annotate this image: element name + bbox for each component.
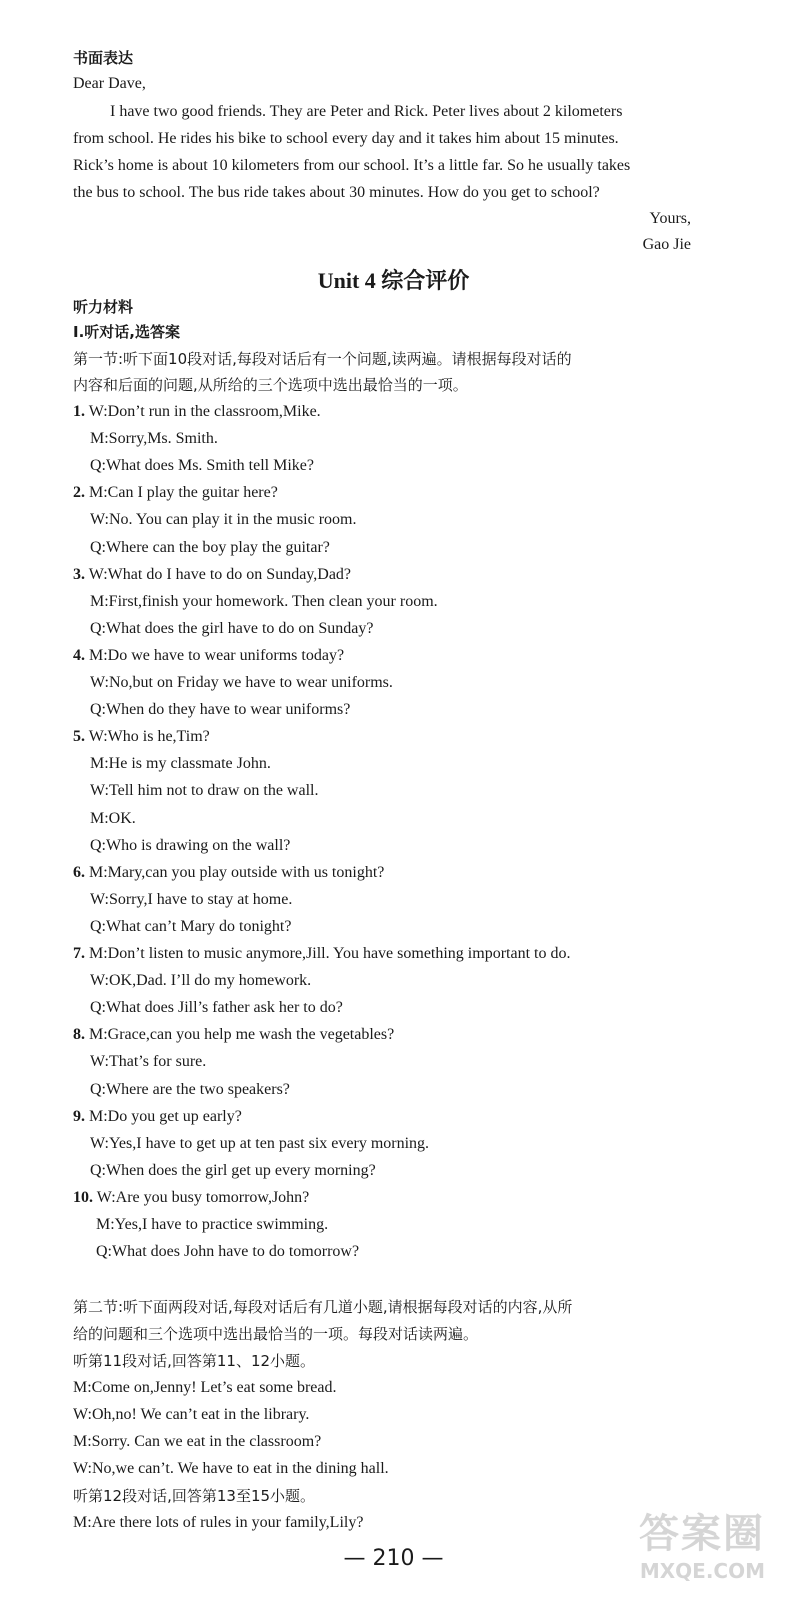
item-number: 6. (73, 864, 85, 881)
item-number: 3. (73, 566, 85, 583)
letter-line: Rick’s home is about 10 kilometers from our school. It’s a little far. So he usually takes (73, 157, 631, 174)
letter-greeting: Dear Dave, (73, 75, 146, 92)
letter-closing: Yours, (649, 210, 691, 227)
dialogue-line: Q:When do they have to wear uniforms? (90, 701, 351, 718)
dialogue-item-first-line (73, 646, 344, 666)
dialogue12-intro: 听第12段对话,回答第13至15小题。 (73, 1487, 316, 1505)
item-number: 8. (73, 1026, 85, 1043)
item-number: 2. (73, 484, 85, 501)
dialogue-line: Q:What does Jill’s father ask her to do? (90, 999, 343, 1016)
letter-signature: Gao Jie (642, 236, 691, 253)
dialogue-item-first-line (73, 402, 321, 422)
dialogue-line: W:Don’t run in the classroom,Mike. (88, 403, 321, 420)
dialogue-line: M:Yes,I have to practice swimming. (96, 1216, 329, 1233)
dialogue-line: W:No,we can’t. We have to eat in the dining hall. (73, 1460, 389, 1477)
dialogue-item-first-line (73, 1025, 394, 1045)
dialogue-line: M:Do you get up early? (89, 1108, 242, 1125)
item-number: 10. (73, 1189, 93, 1206)
dialogue11-intro: 听第11段对话,回答第11、12小题。 (73, 1352, 316, 1370)
dialogue-line: Q:Where can the boy play the guitar? (90, 539, 330, 556)
dialogue-line: W:Are you busy tomorrow,John? (96, 1189, 310, 1206)
page-number: — 210 — (343, 1546, 444, 1571)
item-number: 4. (73, 647, 85, 664)
dialogue-line: W:That’s for sure. (90, 1053, 207, 1070)
unit-title-cn: 综合评价 (381, 269, 470, 294)
writing-heading: 书面表达 (73, 49, 134, 67)
dialogue-line: Q:What does the girl have to do on Sunday? (90, 620, 374, 637)
dialogue-line: M:Sorry,Ms. Smith. (90, 430, 218, 447)
dialogue-line: M:Can I play the guitar here? (89, 484, 278, 501)
section2-instruction: 给的问题和三个选项中选出最恰当的一项。每段对话读两遍。 (73, 1325, 479, 1343)
dialogue-line: W:No. You can play it in the music room. (90, 511, 357, 528)
dialogue-line: M:Come on,Jenny! Let’s eat some bread. (73, 1379, 337, 1396)
section1-instruction: 第一节:听下面10段对话,每段对话后有一个问题,读两遍。请根据每段对话的 (73, 350, 572, 368)
dialogue-line: M:Don’t listen to music anymore,Jill. You have something important to do. (89, 945, 571, 962)
dialogue-item-first-line (73, 944, 570, 964)
dialogue-item-first-line (73, 483, 278, 503)
dialogue-line: W:Who is he,Tim? (88, 728, 210, 745)
dialogue-line: Q:What does John have to do tomorrow? (96, 1243, 360, 1260)
dialogue-line: Q:What can’t Mary do tonight? (90, 918, 292, 935)
dialogue-item-first-line (73, 565, 351, 585)
dialogue-line: W:No,but on Friday we have to wear uniforms. (90, 674, 393, 691)
dialogue-line: W:Sorry,I have to stay at home. (90, 891, 293, 908)
dialogue-item-first-line (73, 1188, 309, 1208)
dialogue-line: M:OK. (90, 810, 136, 827)
dialogue-line: M:Mary,can you play outside with us tonight? (89, 864, 385, 881)
item-number: 7. (73, 945, 85, 962)
letter-line: from school. He rides his bike to school every day and it takes him about 15 minutes. (73, 130, 619, 147)
dialogue-line: W:Yes,I have to get up at ten past six every morning. (90, 1135, 430, 1152)
watermark-url: MXQE.COM (639, 1559, 765, 1583)
unit-title (0, 264, 787, 295)
letter-line: I have two good friends. They are Peter and Rick. Peter lives about 2 kilometers (110, 103, 623, 120)
part1-heading: Ⅰ.听对话,选答案 (73, 323, 180, 341)
section2-instruction: 第二节:听下面两段对话,每段对话后有几道小题,请根据每段对话的内容,从所 (73, 1298, 573, 1316)
dialogue-line: Q:When does the girl get up every morning? (90, 1162, 376, 1179)
dialogue-line: Q:What does Ms. Smith tell Mike? (90, 457, 314, 474)
dialogue-line: M:Grace,can you help me wash the vegetables? (89, 1026, 395, 1043)
dialogue-line: M:Do we have to wear uniforms today? (89, 647, 345, 664)
dialogue-line: W:Tell him not to draw on the wall. (90, 782, 319, 799)
dialogue-line: M:Sorry. Can we eat in the classroom? (73, 1433, 322, 1450)
dialogue-item-first-line (73, 1107, 242, 1127)
dialogue-line: W:What do I have to do on Sunday,Dad? (88, 566, 352, 583)
watermark-logo (639, 1502, 765, 1583)
watermark-text: 答案圈 (639, 1511, 765, 1557)
dialogue-line: W:Oh,no! We can’t eat in the library. (73, 1406, 310, 1423)
dialogue-item-first-line (73, 727, 210, 747)
section1-instruction: 内容和后面的问题,从所给的三个选项中选出最恰当的一项。 (73, 376, 468, 394)
listening-heading: 听力材料 (73, 298, 134, 316)
dialogue-line: M:He is my classmate John. (90, 755, 271, 772)
dialogue-line: M:First,finish your homework. Then clean your room. (90, 593, 438, 610)
dialogue-line: W:OK,Dad. I’ll do my homework. (90, 972, 312, 989)
item-number: 1. (73, 403, 85, 420)
dialogue-line: M:Are there lots of rules in your family,Lily? (73, 1514, 364, 1531)
item-number: 5. (73, 728, 85, 745)
dialogue-line: Q:Who is drawing on the wall? (90, 837, 291, 854)
dialogue-item-first-line (73, 863, 384, 883)
unit-title-en: Unit 4 (317, 268, 376, 293)
dialogue-line: Q:Where are the two speakers? (90, 1081, 290, 1098)
item-number: 9. (73, 1108, 85, 1125)
letter-line: the bus to school. The bus ride takes about 30 minutes. How do you get to school? (73, 184, 600, 201)
